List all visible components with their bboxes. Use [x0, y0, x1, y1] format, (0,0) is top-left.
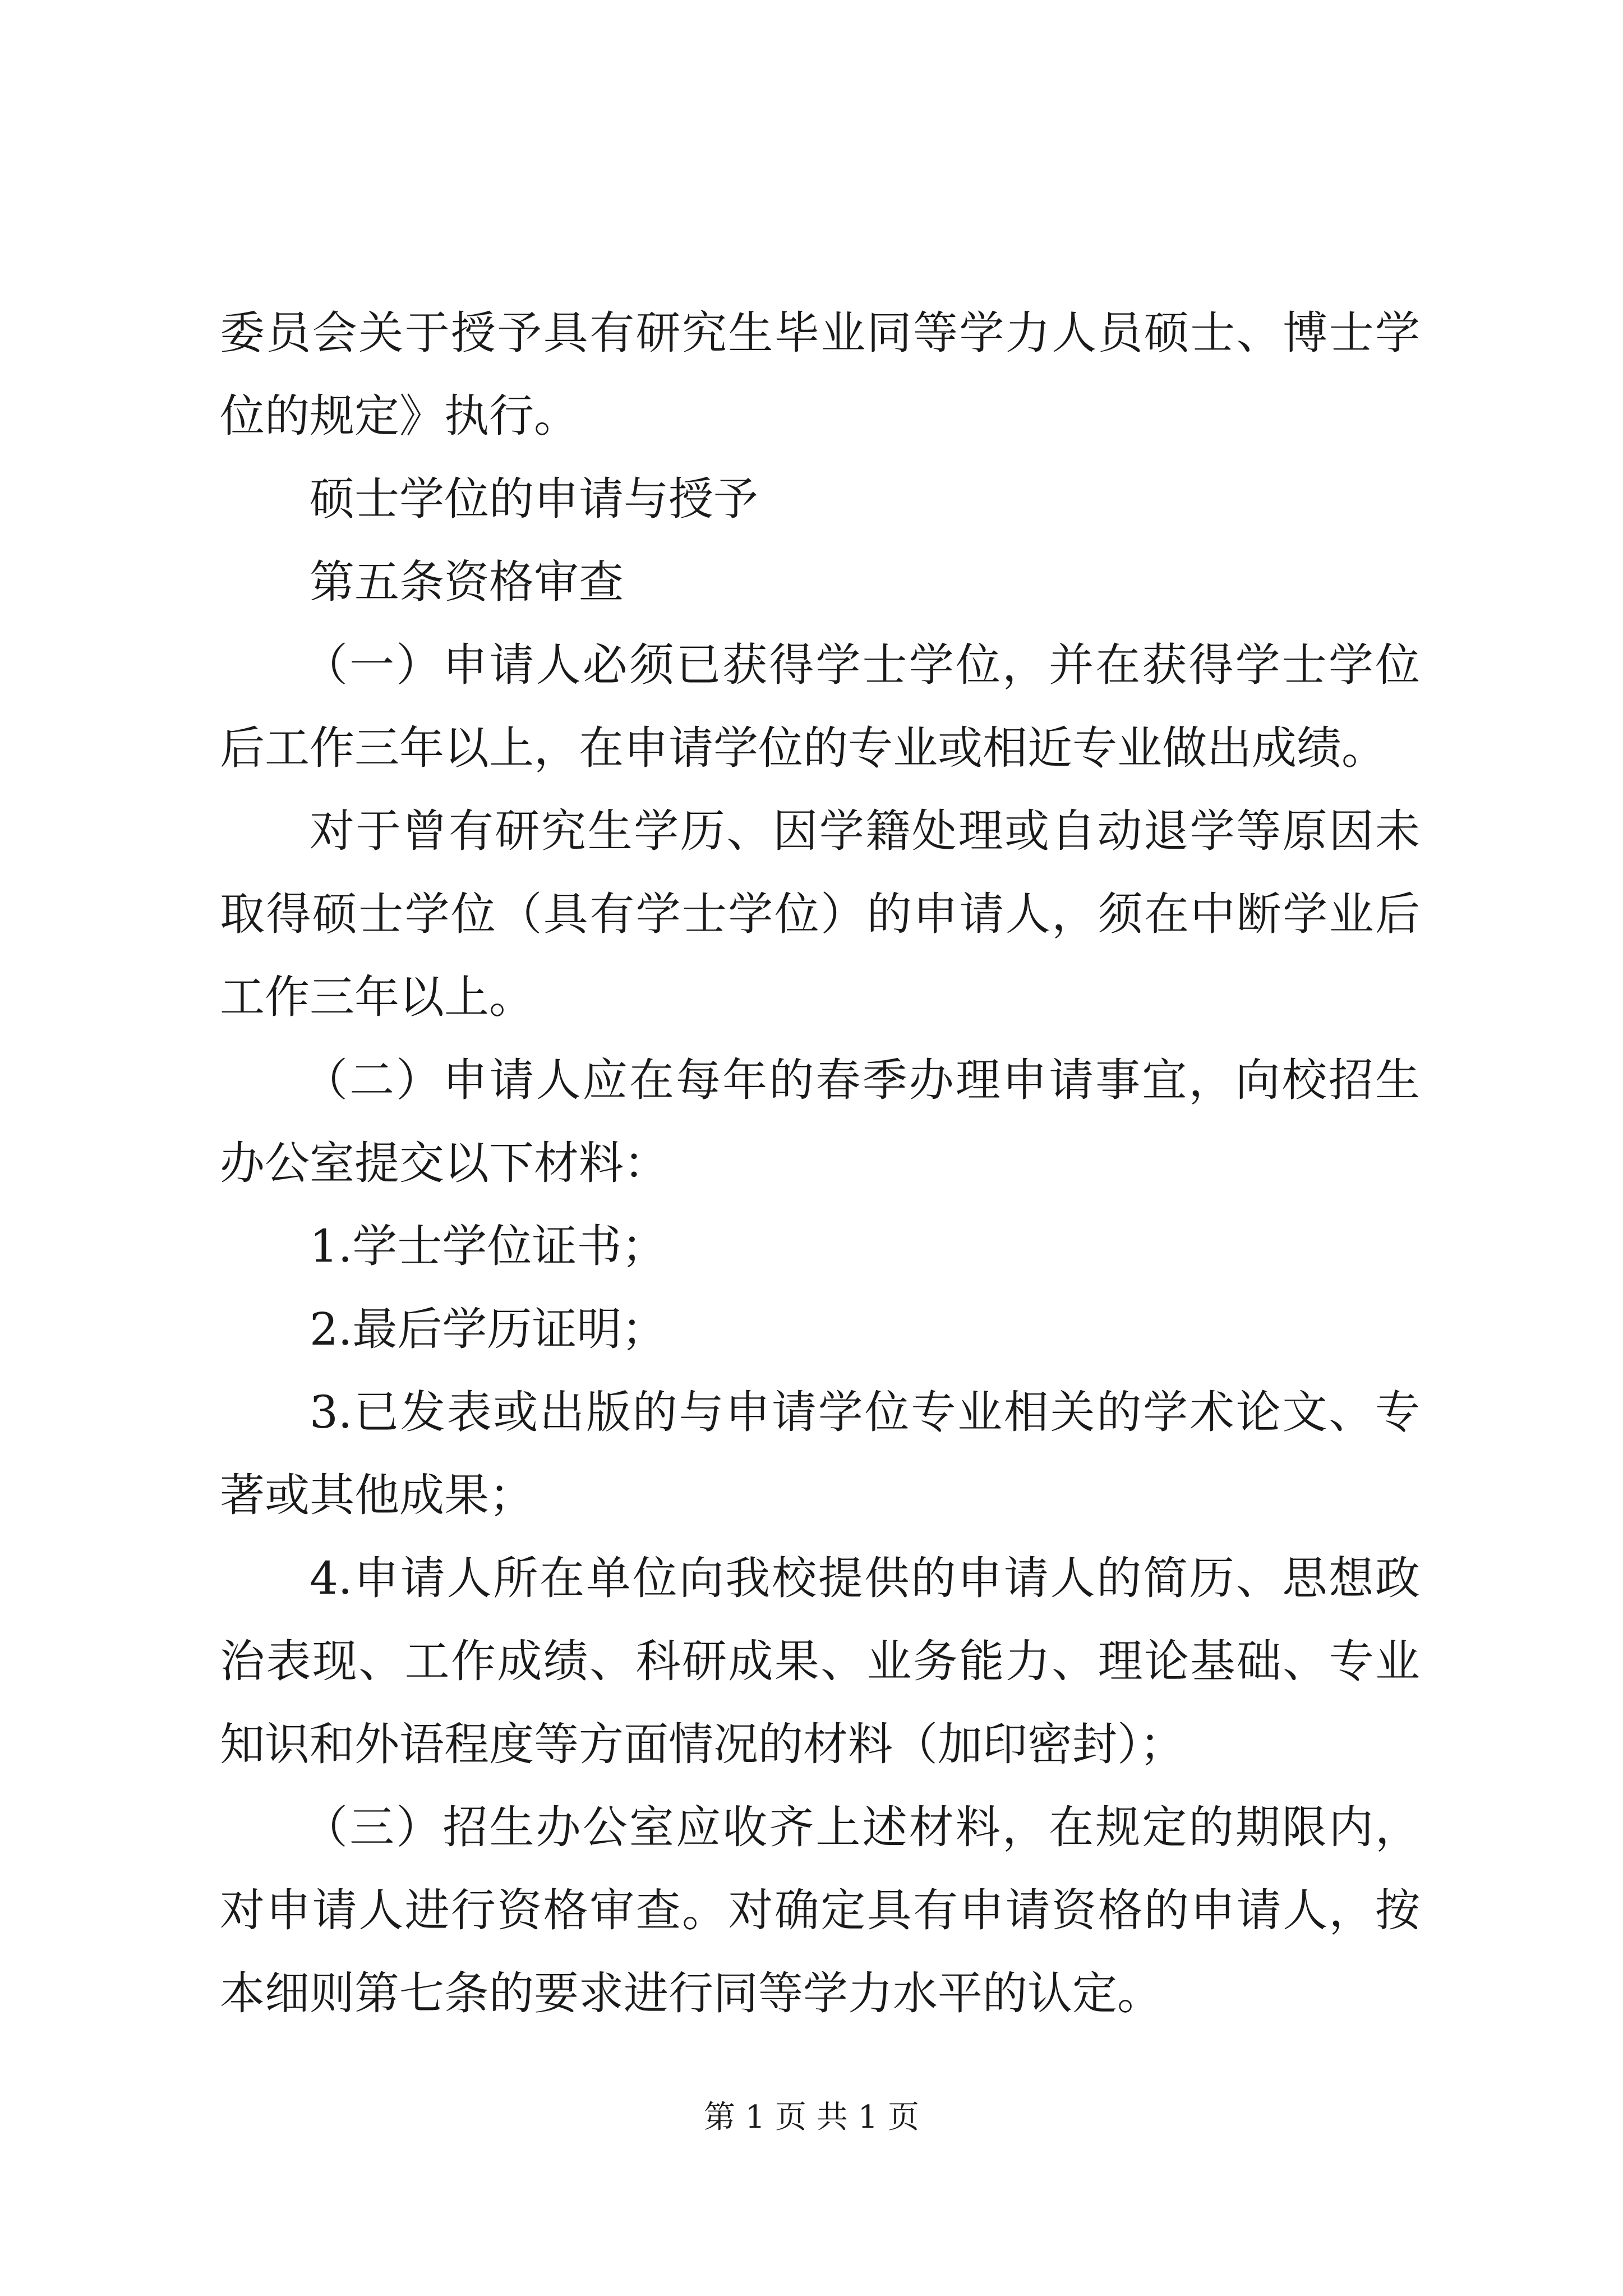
clause-one: （一）申请人必须已获得学士学位，并在获得学士学位后工作三年以上，在申请学位的专业或相近专业做出成绩。: [220, 639, 1420, 774]
article-heading: 第五条资格审查: [310, 556, 624, 608]
list-item-2: 2.最后学历证明；: [310, 1303, 667, 1355]
clause-two: （二）申请人应在每年的春季办理申请事宜，向校招生办公室提交以下材料：: [220, 1054, 1420, 1189]
clause-three: （三）招生办公室应收齐上述材料，在规定的期限内，对申请人进行资格审查。对确定具有申请资格的申请人，按本细则第七条的要求进行同等学力水平的认定。: [220, 1801, 1420, 2019]
document-body: [220, 292, 1420, 2035]
section-heading: 硕士学位的申请与授予: [310, 473, 758, 525]
list-item-3: 3.已发表或出版的与申请学位专业相关的学术论文、专著或其他成果；: [220, 1386, 1420, 1521]
list-item-1: 1.学士学位证书；: [310, 1220, 667, 1272]
page-footer: 第 1 页 共 1 页: [703, 2099, 920, 2136]
paragraph-continuation: 委员会关于授予具有研究生毕业同等学力人员硕士、博士学位的规定》执行。: [220, 307, 1420, 442]
list-item-4: 4.申请人所在单位向我校提供的申请人的简历、思想政治表现、工作成绩、科研成果、业务能力、理论基础、专业知识和外语程度等方面情况的材料（加印密封）；: [220, 1552, 1420, 1770]
clause-one-note: 对于曾有研究生学历、因学籍处理或自动退学等原因未取得硕士学位（具有学士学位）的申请人，须在中断学业后工作三年以上。: [220, 805, 1420, 1023]
